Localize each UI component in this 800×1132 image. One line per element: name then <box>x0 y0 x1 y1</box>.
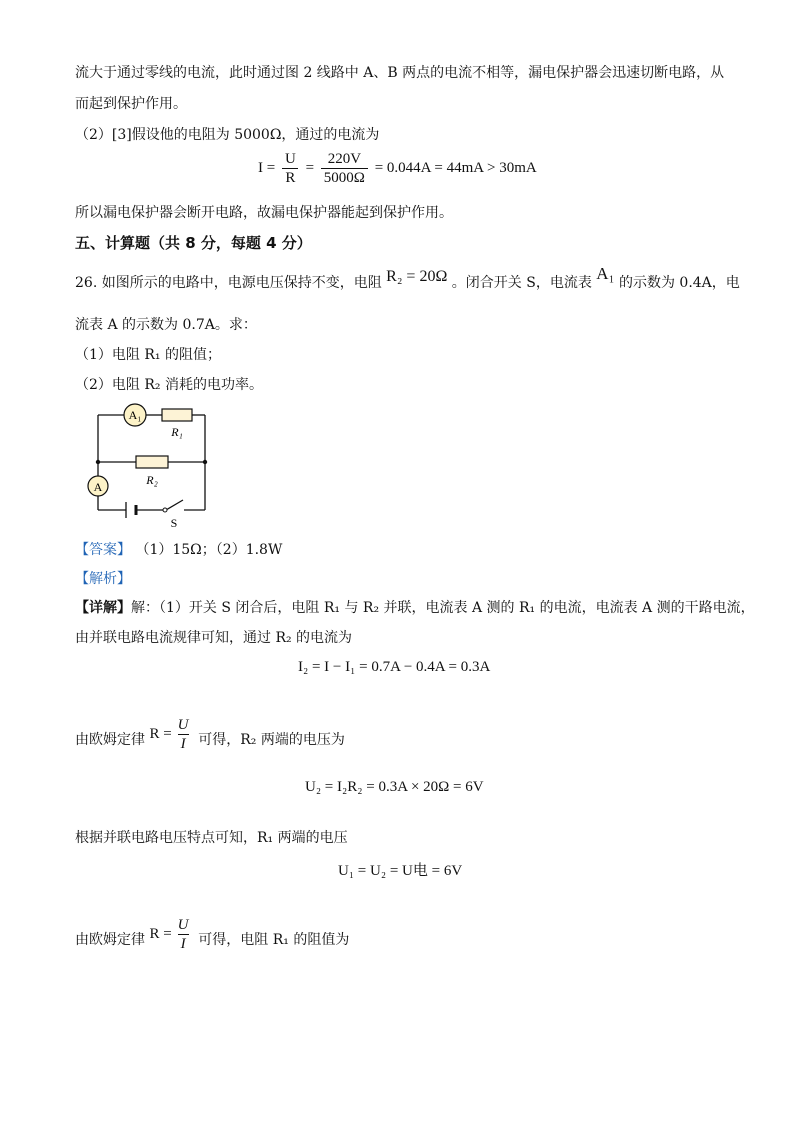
ohm-law-line <box>75 717 345 759</box>
formula-lhs: R = <box>149 725 172 742</box>
equation-u2: U₂ = I₂R₂ = 0.3A × 20Ω = 6V <box>305 779 484 795</box>
text-line: 流大于通过零线的电流，此时通过图 2 线路中 A、B 两点的电流不相等，漏电保护器会迅速切断电路，从 <box>75 65 725 81</box>
analysis-tag: 【解析】 <box>75 571 131 587</box>
question-middle: 。闭合开关 S，电流表 <box>451 275 592 291</box>
denominator: 5000Ω <box>321 168 368 187</box>
ohm-law-line <box>75 917 350 959</box>
circuit-diagram <box>80 400 220 530</box>
question-suffix: 的示数为 0.4A，电 <box>618 275 740 291</box>
question-line <box>75 264 740 293</box>
label-a1: A₁ <box>128 408 142 422</box>
question-prefix: 26. 如图所示的电路中，电源电压保持不变，电阻 <box>75 275 382 291</box>
junction-dot <box>96 460 100 464</box>
detail-line <box>75 598 755 618</box>
equation-i2: I₂ = I − I₁ = 0.7A − 0.4A = 0.3A <box>298 659 491 675</box>
label-r1: R₁ <box>171 425 183 439</box>
denominator: I <box>178 734 189 753</box>
answer-line <box>75 540 282 560</box>
section-heading: 五、计算题（共 8 分，每题 4 分） <box>75 234 312 252</box>
numerator: U <box>177 917 189 933</box>
resistor-r2-symbol <box>136 456 168 468</box>
ohm-formula <box>149 917 198 952</box>
ohm-prefix: 由欧姆定律 <box>75 931 145 948</box>
answer-tag: 【答案】 <box>75 542 131 558</box>
equation-current <box>258 150 537 187</box>
numerator: U <box>177 717 189 733</box>
text-line: 流表 A 的示数为 0.7A。求： <box>75 317 257 333</box>
resistor-r1-symbol <box>162 409 192 421</box>
numerator: 220V <box>327 151 362 167</box>
detail-tag: 【详解】 <box>75 600 131 616</box>
eq-sign: = <box>305 159 315 176</box>
a1-label: A₁ <box>596 264 615 283</box>
junction-dot <box>203 460 207 464</box>
equation-u1: U₁ = U₂ = U电 = 6V <box>338 863 463 879</box>
ohm-suffix: 可得，电阻 R₁ 的阻值为 <box>198 931 350 948</box>
ohm-prefix: 由欧姆定律 <box>75 731 145 748</box>
text-line: 根据并联电路电压特点可知，R₁ 两端的电压 <box>75 830 348 846</box>
text-line: 由并联电路电流规律可知，通过 R₂ 的电流为 <box>75 630 353 646</box>
formula-lhs: R = <box>149 925 172 942</box>
text-line: 所以漏电保护器会断开电路，故漏电保护器能起到保护作用。 <box>75 205 453 221</box>
label-a: A <box>93 480 103 494</box>
text-line: （2）[3]假设他的电阻为 5000Ω，通过的电流为 <box>75 127 380 143</box>
eq-rhs: = 0.044A = 44mA > 30mA <box>374 159 537 176</box>
question-part: （1）电阻 R₁ 的阻值； <box>75 347 221 363</box>
numerator: U <box>284 151 296 167</box>
label-s: S <box>170 516 178 530</box>
fraction <box>282 150 299 187</box>
question-part: （2）电阻 R₂ 消耗的电功率。 <box>75 377 263 393</box>
denominator: R <box>282 168 298 187</box>
switch-contact <box>163 508 167 512</box>
label-r2: R₂ <box>146 473 158 487</box>
denominator: I <box>178 934 189 953</box>
fraction <box>321 150 368 187</box>
answer-text: （1）15Ω；（2）1.8W <box>135 542 283 558</box>
ohm-suffix: 可得，R₂ 两端的电压为 <box>198 731 345 748</box>
ohm-formula <box>149 717 198 752</box>
fraction <box>175 716 192 753</box>
detail-text: 解：（1）开关 S 闭合后，电阻 R₁ 与 R₂ 并联，电流表 A 测的 R₁ 的电流，电流表 A 测的干路电流， <box>131 600 755 616</box>
text-line: 而起到保护作用。 <box>75 96 187 112</box>
r2-formula: R₂ = 20Ω <box>386 268 448 285</box>
fraction <box>175 916 192 953</box>
eq-lhs: I = <box>258 159 276 176</box>
